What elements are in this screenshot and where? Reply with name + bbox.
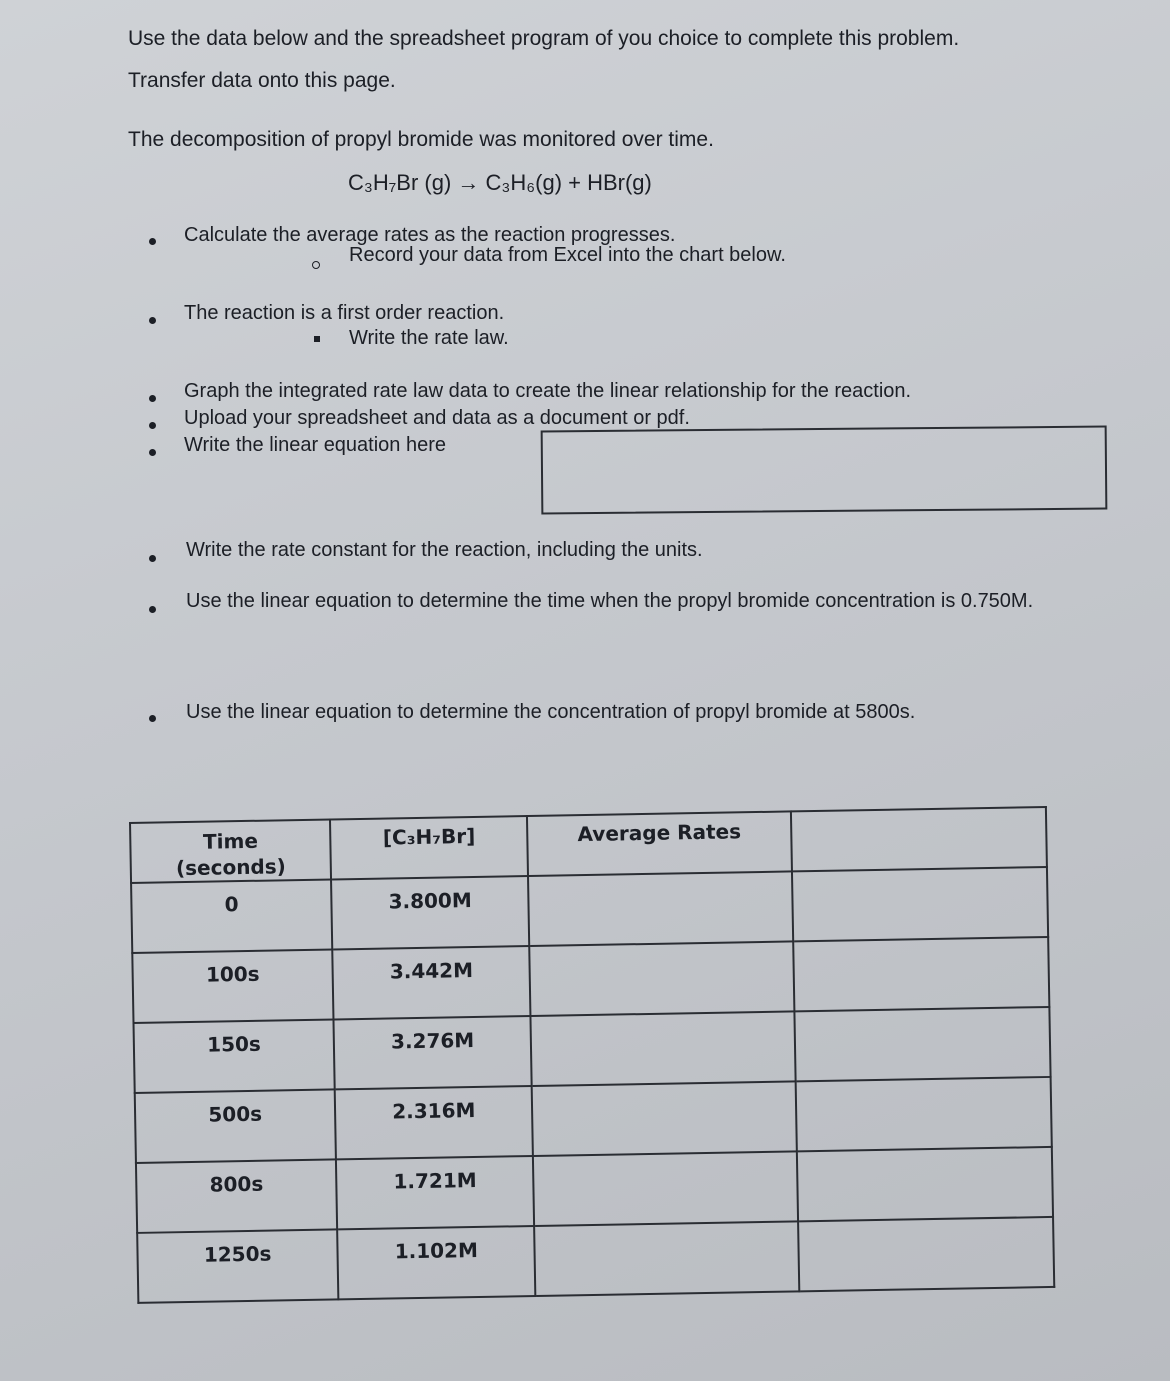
task-graph-integrated: Graph the integrated rate law data to create the linear relationship for the reaction. [184,380,912,402]
cell-concentration: 3.800M [331,876,529,949]
header-time-line1: Time [202,828,259,854]
cell-time: 500s [135,1089,336,1162]
cell-concentration: 3.442M [332,946,530,1019]
cell-blank[interactable] [798,1217,1054,1291]
sub-bullet-marker [312,261,320,269]
cell-time: 800s [136,1159,337,1232]
task-upload-spreadsheet: Upload your spreadsheet and data as a document or pdf. [184,407,690,429]
cell-time: 150s [134,1019,335,1092]
task-time-at-concentration: Use the linear equation to determine the time when the propyl bromide concentration is 0.750M. [186,590,1034,612]
task-linear-equation: Write the linear equation here [184,434,447,456]
cell-time: 0 [131,879,332,952]
header-time [130,819,331,882]
bullet-marker [149,395,156,402]
task-average-rates: Calculate the average rates as the reaction progresses. [184,224,676,246]
header-blank [791,807,1047,871]
cell-average-rate[interactable] [534,1221,799,1296]
cell-blank[interactable] [797,1147,1053,1221]
header-average-rates: Average Rates [527,811,791,876]
cell-concentration: 3.276M [334,1016,532,1089]
cell-blank[interactable] [795,1077,1051,1151]
task-first-order: The reaction is a first order reaction. [184,302,505,324]
cell-time: 1250s [137,1229,338,1302]
subtask-record-data: Record your data from Excel into the chart below. [349,244,786,266]
bullet-marker [149,317,156,324]
cell-average-rate[interactable] [533,1151,798,1226]
cell-blank[interactable] [794,1007,1050,1081]
cell-blank[interactable] [792,867,1048,941]
header-time-line2: (seconds) [175,854,287,881]
header-concentration: [C₃H₇Br] [330,816,528,879]
cell-concentration: 1.721M [336,1156,534,1229]
cell-blank[interactable] [793,937,1049,1011]
bullet-marker [149,555,156,562]
cell-concentration: 1.102M [337,1226,535,1299]
subtask-rate-law: Write the rate law. [349,327,509,349]
cell-average-rate[interactable] [530,941,795,1016]
bullet-marker [149,238,156,245]
cell-time: 100s [132,949,333,1022]
bullet-marker [149,449,156,456]
cell-concentration: 2.316M [335,1086,533,1159]
cell-average-rate[interactable] [532,1081,797,1156]
task-rate-constant: Write the rate constant for the reaction, including the units. [186,539,703,561]
cell-average-rate[interactable] [528,871,793,946]
table-row [137,1217,1054,1303]
linear-equation-answer-box[interactable] [541,426,1108,515]
cell-average-rate[interactable] [531,1011,796,1086]
task-concentration-at-time: Use the linear equation to determine the concentration of propyl bromide at 5800s. [186,701,916,723]
bullet-marker [149,606,156,613]
data-table [129,806,1055,1304]
sub-bullet-marker [314,336,320,342]
problem-statement: The decomposition of propyl bromide was monitored over time. [128,128,714,151]
bullet-marker [149,715,156,722]
reaction-equation: C₃H₇Br (g) → C₃H₆(g) + HBr(g) [348,170,652,195]
bullet-marker [149,422,156,429]
instructions-intro: Use the data below and the spreadsheet program of you choice to complete this problem. Transfer data onto this page. [128,27,960,92]
